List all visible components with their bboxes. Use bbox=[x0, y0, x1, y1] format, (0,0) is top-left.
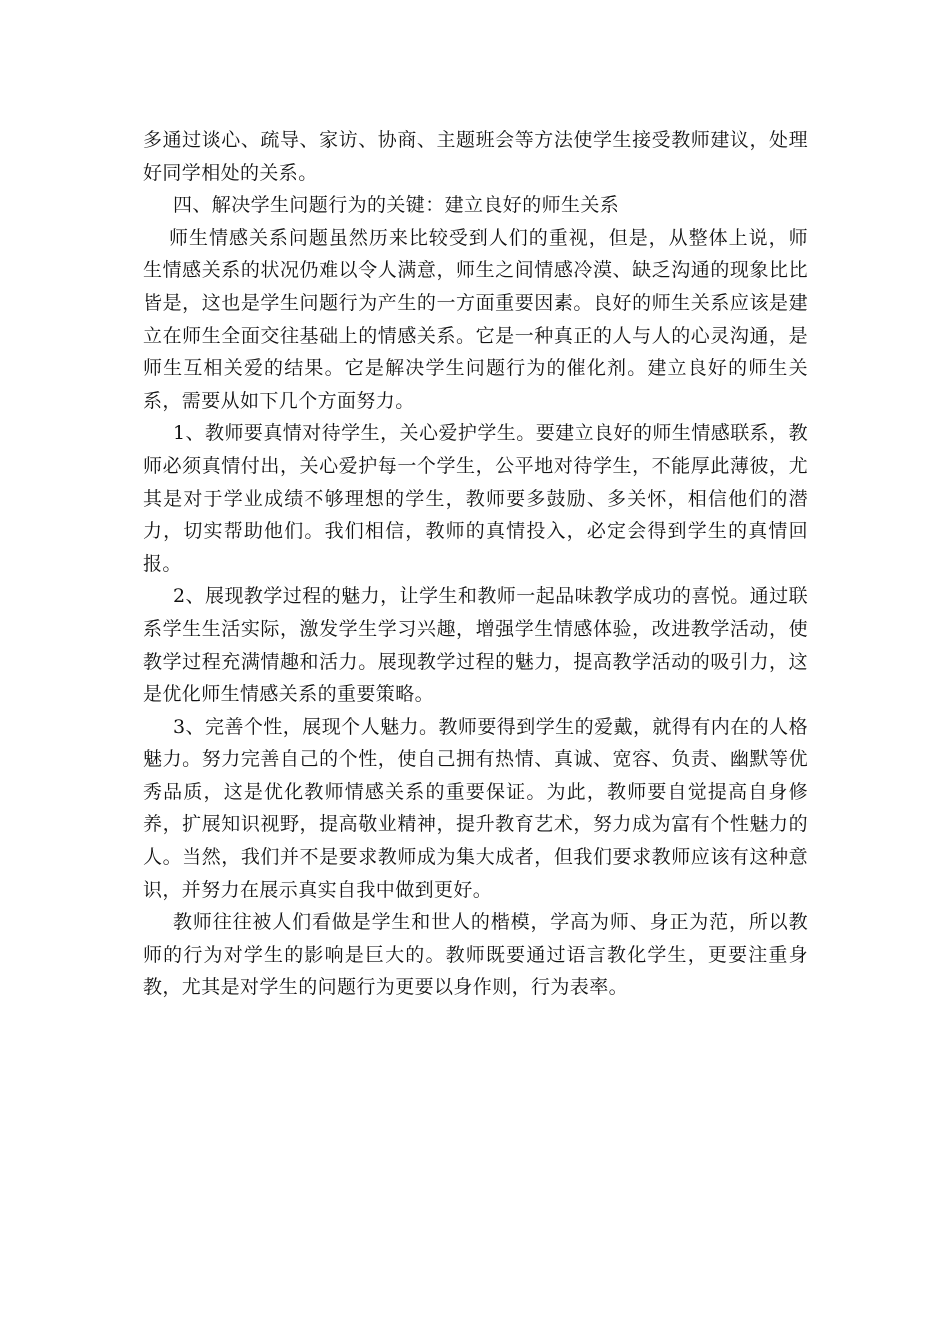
paragraph-point-1: 1、教师要真情对待学生，关心爱护学生。要建立良好的师生情感联系，教师必须真情付出，关心爱护每一个学生，公平地对待学生，不能厚此薄彼，尤其是对于学业成绩不够理想的学生，教师要多鼓励、多关怀，相信他们的潜力，切实帮助他们。我们相信，教师的真情投入，必定会得到学生的真情回报。 bbox=[143, 422, 808, 575]
body-text bbox=[143, 124, 808, 1004]
section-heading: 四、解决学生问题行为的关键：建立良好的师生关系 bbox=[173, 194, 620, 217]
paragraph-point-2: 2、展现教学过程的魅力，让学生和教师一起品味教学成功的喜悦。通过联系学生生活实际，激发学生学习兴趣，增强学生情感体验，改进教学活动，使教学过程充满情趣和活力。展现教学过程的魅力，提高教学活动的吸引力，这是优化师生情感关系的重要策略。 bbox=[143, 585, 808, 706]
paragraph-point-3: 3、完善个性，展现个人魅力。教师要得到学生的爱戴，就得有内在的人格魅力。努力完善自己的个性，使自己拥有热情、真诚、宽容、负责、幽默等优秀品质，这是优化教师情感关系的重要保证。为此，教师要自觉提高自身修养，扩展知识视野，提高敬业精神，提升教育艺术，努力成为富有个性魅力的人。当然，我们并不是要求教师成为集大成者，但我们要求教师应该有这种意识，并努力在展示真实自我中做到更好。 bbox=[143, 715, 808, 901]
paragraph-conclusion: 教师往往被人们看做是学生和世人的楷模，学高为师、身正为范，所以教师的行为对学生的影响是巨大的。教师既要通过语言教化学生，更要注重身教，尤其是对学生的问题行为更要以身作则，行为表率。 bbox=[143, 911, 808, 999]
paragraph-continuation: 多通过谈心、疏导、家访、协商、主题班会等方法使学生接受教师建议，处理好同学相处的关系。 bbox=[143, 129, 808, 184]
paragraph-intro: 师生情感关系问题虽然历来比较受到人们的重视，但是，从整体上说，师生情感关系的状况仍难以令人满意，师生之间情感冷漠、缺乏沟通的现象比比皆是，这也是学生问题行为产生的一方面重要因素。良好的师生关系应该是建立在师生全面交往基础上的情感关系。它是一种真正的人与人的心灵沟通，是师生互相关爱的结果。它是解决学生问题行为的催化剂。建立良好的师生关系，需要从如下几个方面努力。 bbox=[143, 226, 808, 412]
